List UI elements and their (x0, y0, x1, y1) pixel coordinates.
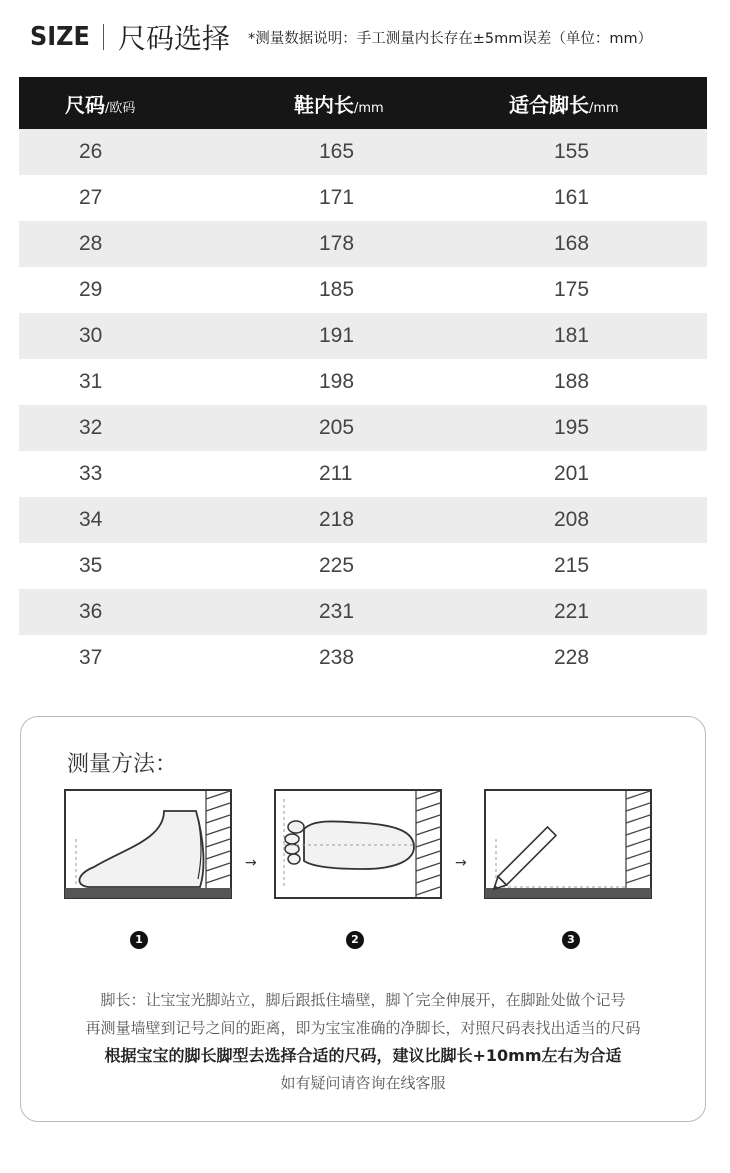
inner-length-cell: 185 (319, 278, 355, 301)
inner-length-cell: 205 (319, 416, 355, 439)
table-row (19, 589, 707, 635)
inner-length-cell: 211 (319, 462, 353, 485)
size-cell: 30 (79, 324, 103, 347)
header-foot-length: 适合脚长/mm (509, 92, 619, 117)
foot-top-illustration (274, 789, 444, 901)
size-cell: 31 (79, 370, 103, 393)
method-recommendation: 根据宝宝的脚长脚型去选择合适的尺码，建议比脚长+10mm左右为合适 (104, 1046, 622, 1065)
size-cell: 35 (79, 554, 103, 577)
inner-length-cell: 231 (319, 600, 355, 623)
size-cell: 36 (79, 600, 103, 623)
foot-length-cell: 188 (554, 370, 590, 393)
foot-length-cell: 181 (554, 324, 590, 347)
header (30, 14, 652, 60)
pencil-mark-illustration (484, 789, 654, 901)
table-row (19, 175, 707, 221)
size-cell: 33 (79, 462, 103, 485)
arrow-icon: → (245, 855, 257, 871)
header-inner-length: 鞋内长/mm (294, 92, 384, 117)
size-cell: 37 (79, 646, 103, 669)
table-header (19, 77, 707, 129)
foot-length-cell: 201 (554, 462, 590, 485)
table-row (19, 267, 707, 313)
size-cell: 34 (79, 508, 103, 531)
inner-length-cell: 238 (319, 646, 355, 669)
inner-length-cell: 171 (319, 186, 355, 209)
foot-length-cell: 161 (554, 186, 590, 209)
method-description-1: 脚长：让宝宝光脚站立，脚后跟抵住墙壁，脚丫完全伸展开，在脚趾处做个记号 (100, 991, 626, 1009)
method-title: 测量方法： (67, 752, 178, 777)
size-label: SIZE (30, 22, 90, 52)
step-3-badge: 3 (562, 931, 580, 949)
table-body (19, 129, 707, 681)
measurement-note: *测量数据说明：手工测量内长存在±5mm误差（单位：mm） (248, 30, 653, 47)
measurement-method-panel (20, 716, 706, 1122)
foot-length-cell: 221 (554, 600, 590, 623)
size-cell: 27 (79, 186, 103, 209)
table-row (19, 451, 707, 497)
size-cell: 26 (79, 140, 103, 163)
foot-length-cell: 228 (554, 646, 590, 669)
contact-note: 如有疑问请咨询在线客服 (280, 1074, 446, 1092)
method-description-2: 再测量墙壁到记号之间的距离，即为宝宝准确的净脚长，对照尺码表找出适当的尺码 (85, 1019, 641, 1037)
inner-length-cell: 218 (319, 508, 355, 531)
foot-length-cell: 195 (554, 416, 590, 439)
foot-length-cell: 215 (554, 554, 590, 577)
inner-length-cell: 225 (319, 554, 355, 577)
foot-length-cell: 175 (554, 278, 590, 301)
page-title: 尺码选择 (118, 22, 231, 55)
size-cell: 32 (79, 416, 103, 439)
inner-length-cell: 178 (319, 232, 355, 255)
inner-length-cell: 165 (319, 140, 355, 163)
size-table (19, 77, 707, 681)
table-row (19, 543, 707, 589)
step-2-badge: 2 (346, 931, 364, 949)
inner-length-cell: 191 (319, 324, 355, 347)
divider (103, 24, 104, 50)
table-row (19, 313, 707, 359)
foot-side-illustration (64, 789, 234, 901)
table-row (19, 359, 707, 405)
header-size: 尺码/欧码 (65, 92, 136, 117)
table-row (19, 405, 707, 451)
size-cell: 28 (79, 232, 103, 255)
inner-length-cell: 198 (319, 370, 355, 393)
step-1-badge: 1 (130, 931, 148, 949)
table-row (19, 635, 707, 681)
arrow-icon: → (455, 855, 467, 871)
size-cell: 29 (79, 278, 103, 301)
table-row (19, 221, 707, 267)
table-row (19, 129, 707, 175)
table-row (19, 497, 707, 543)
foot-length-cell: 155 (554, 140, 590, 163)
foot-length-cell: 208 (554, 508, 590, 531)
foot-length-cell: 168 (554, 232, 590, 255)
